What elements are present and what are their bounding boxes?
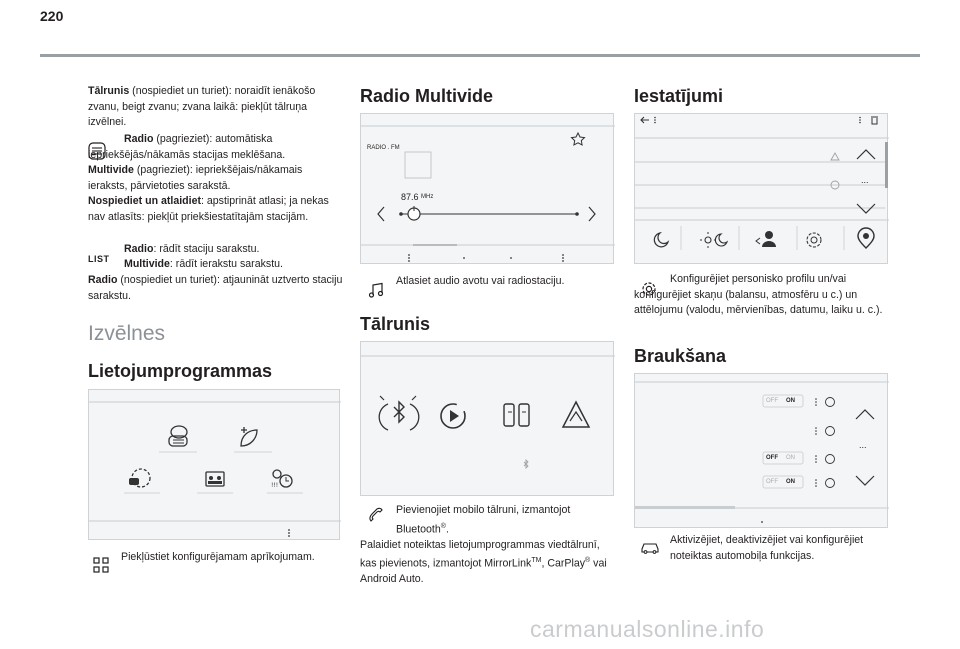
radio-more-icon[interactable] — [562, 254, 564, 262]
phone-bluetooth-status-icon — [524, 460, 528, 468]
header-rule — [40, 54, 920, 57]
connected-nav-icon[interactable] — [159, 426, 197, 452]
p-phone-control: Tālrunis (nospiediet un turiet): noraidīt ienākošo zvanu, beigt zvanu; zvana laikā: piekļūt tālruņa izvēlnei. — [88, 85, 316, 128]
heading-radio-multimedia: Radio Multivide — [360, 86, 494, 106]
delete-icon[interactable] — [871, 117, 878, 124]
carplay-icon[interactable] — [441, 404, 465, 428]
radio-frequency-unit: MHz — [421, 194, 434, 200]
info-icon-3[interactable] — [826, 455, 835, 464]
p-radio-rotate: Radio (pagrieziet): automātiska iepriekšējās/nākamās stacijas meklēšana. — [88, 133, 286, 161]
back-arrow-icon[interactable] — [641, 117, 649, 123]
privacy-location-icon[interactable] — [858, 228, 874, 248]
radio-options-icon[interactable] — [408, 254, 410, 262]
heading-phone: Tālrunis — [360, 314, 431, 334]
applications-screen — [88, 389, 340, 540]
svg-text:!!!: !!! — [271, 482, 279, 489]
heading-applications: Lietojumprogrammas — [88, 361, 273, 381]
toggle-4-off[interactable]: OFF — [766, 479, 778, 485]
android-auto-icon[interactable] — [563, 402, 589, 427]
radio-screen — [360, 113, 614, 264]
settings-screen — [634, 113, 888, 264]
vehicle-car-icon — [640, 540, 660, 554]
previous-station-icon[interactable] — [378, 207, 384, 221]
driving-screen — [634, 373, 888, 528]
applications-caption: Piekļūstiet konfigurējamam aprīkojumam. — [121, 551, 315, 563]
driving-caption: Aktivizējiet, deaktivizējiet vai konfigurējiet noteiktas automobiļa funkcijas. — [670, 534, 864, 562]
toggle-4-on[interactable]: ON — [786, 479, 795, 485]
next-station-icon[interactable] — [589, 207, 595, 221]
profile-icon[interactable] — [756, 231, 776, 247]
watermark: carmanualsonline.info — [530, 616, 765, 642]
p-list-update: Radio (nospiediet un turiet): atjaunināt uztverto staciju sarakstu. — [88, 274, 343, 302]
charging-timer-icon[interactable] — [267, 470, 303, 493]
phone-screen — [360, 341, 614, 496]
p-multimedia-rotate: Multivide (pagrieziet): iepriekšējais/nākamais ieraksts, pārvietoties sarakstā. — [88, 164, 303, 192]
page-number: 220 — [40, 8, 64, 24]
driving-scroll-down-icon[interactable] — [856, 476, 874, 485]
list-button-icon: LIST — [88, 254, 110, 264]
toggle-1-off[interactable]: OFF — [766, 398, 778, 404]
applications-grid-icon — [93, 557, 109, 573]
scroll-up-icon[interactable] — [857, 150, 875, 159]
toggle-1-on[interactable]: ON — [786, 398, 795, 404]
favourite-star-icon[interactable] — [572, 133, 585, 145]
info-icon-1[interactable] — [826, 398, 835, 407]
night-mode-icon[interactable] — [654, 233, 668, 247]
apps-more-icon[interactable] — [288, 529, 290, 537]
warning-icon — [831, 153, 839, 160]
radio-frequency: 87.6 — [401, 192, 419, 202]
mirrorlink-icon[interactable] — [504, 404, 529, 426]
settings-caption: Konfigurējiet personisko profilu un/vai konfigurējiet skaņu (balansu, atmosfēru u c.) un attēlojumu (valodu, mērvienības, datumu, laiku u. c.). — [634, 273, 883, 316]
phone-caption: Pievienojiet mobilo tālruni, izmantojot Bluetooth®. Palaidiet noteiktas lietojumprogrammas viedtālrunī, kas pievienots, izmantojot MirrorLink™, CarPlay® vai Android Auto. — [360, 504, 607, 586]
settings-menu-icon[interactable] — [859, 117, 861, 124]
info-icon-2[interactable] — [826, 427, 835, 436]
settings-options-icon[interactable] — [654, 117, 656, 124]
bluetooth-icon[interactable] — [379, 396, 419, 430]
station-artwork — [405, 152, 431, 178]
energy-flow-icon[interactable] — [124, 469, 160, 493]
photo-album-icon[interactable] — [197, 472, 233, 493]
p-list-multimedia: Multivide: rādīt ierakstu sarakstu. — [124, 258, 283, 270]
music-note-icon — [368, 282, 384, 298]
sound-settings-icon[interactable] — [807, 233, 821, 247]
settings-more-dots: ... — [861, 175, 869, 185]
toggle-3-off[interactable]: OFF — [766, 455, 778, 461]
eco-leaf-icon[interactable] — [234, 427, 272, 452]
heading-settings: Iestatījumi — [634, 86, 724, 106]
driving-more-dots: ... — [859, 440, 867, 450]
p-press-release: Nospiediet un atlaidiet: apstiprināt atlasi; ja nekas nav atlasīts: piekļūt priekšiestatītajām stacijām. — [88, 195, 329, 223]
heading-driving: Braukšana — [634, 346, 727, 366]
radio-caption: Atlasiet audio avotu vai radiostaciju. — [396, 275, 565, 287]
brightness-day-night-icon[interactable] — [700, 232, 727, 248]
p-list-radio: Radio: rādīt staciju sarakstu. — [124, 243, 260, 255]
driving-scroll-up-icon[interactable] — [856, 410, 874, 419]
info-icon-4[interactable] — [826, 479, 835, 488]
section-title-menus: Izvēlnes — [88, 322, 166, 345]
radio-band-label: RADIO . FM — [367, 145, 400, 151]
toggle-3-on[interactable]: ON — [786, 455, 795, 461]
